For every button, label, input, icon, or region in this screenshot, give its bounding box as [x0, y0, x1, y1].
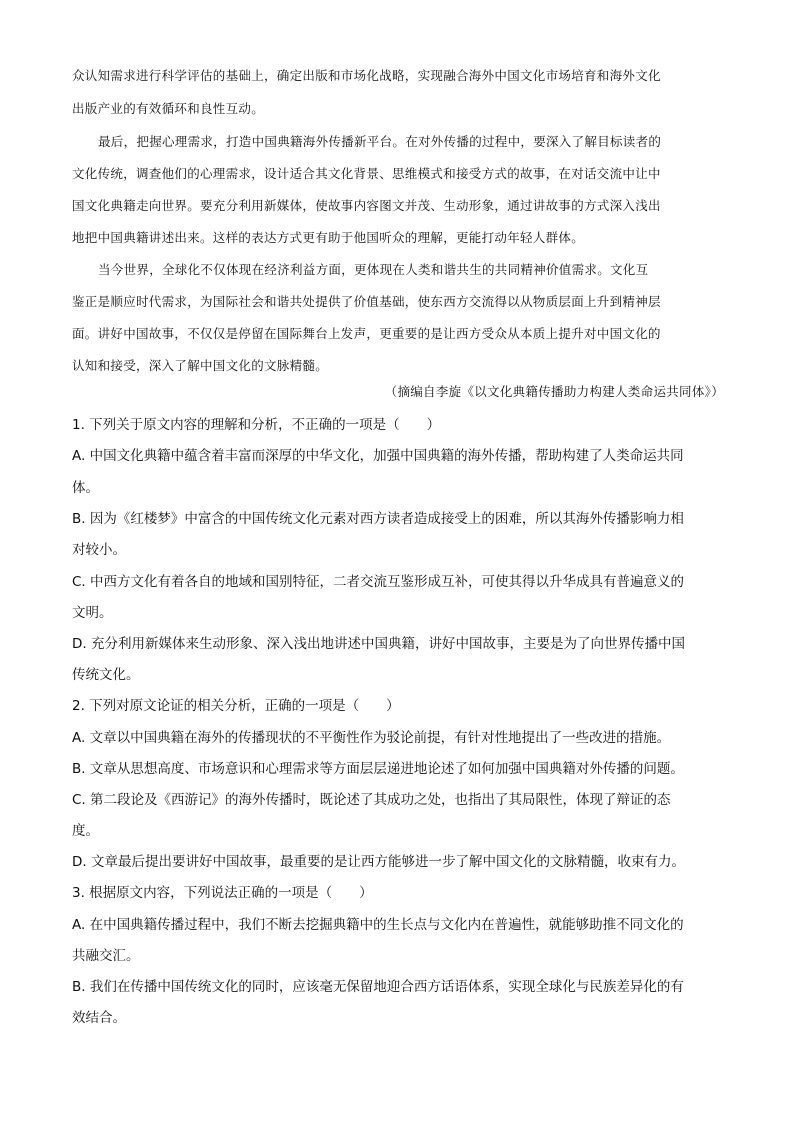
- option-d: D. 文章最后提出要讲好中国故事，最重要的是让西方能够进一步了解中国文化的文脉精髓，收束有力。: [72, 854, 685, 870]
- option-c: C. 第二段论及《西游记》的海外传播时，既论述了其成功之处，也指出了其局限性，体现了辩证的态: [72, 792, 671, 808]
- option-b: B. 文章从思想高度、市场意识和心理需求等方面层层递进地论述了如何加强中国典籍对外传播的问题。: [72, 761, 684, 777]
- option-a: A. 在中国典籍传播过程中，我们不断去挖掘典籍中的生长点与文化内在普遍性，就能够助推不同文化的: [72, 917, 684, 933]
- option-b: B. 我们在传播中国传统文化的同时，应该毫无保留地迎合西方话语体系，实现全球化与民族差异化的有: [72, 979, 684, 995]
- option-c: C. 中西方文化有着各自的地域和国别特征，二者交流互鉴形成互补，可使其得以升华成具有普遍意义的: [72, 574, 685, 590]
- question-stem: 3. 根据原文内容，下列说法正确的一项是（ ）: [72, 885, 373, 901]
- option-a-cont: 共融交汇。: [72, 948, 140, 964]
- option-a: A. 文章以中国典籍在海外的传播现状的不平衡性作为驳论前提，有针对性地提出了一些改进的措施。: [72, 730, 671, 746]
- option-c-cont: 文明。: [72, 605, 113, 621]
- passage-line: 出版产业的有效循环和良性互动。: [72, 101, 265, 116]
- passage-line: 认知和接受，深入了解中国文化的文脉精髓。: [72, 358, 329, 373]
- passage-line: 地把中国典籍讲述出来。这样的表达方式更有助于他国听众的理解，更能打动年轻人群体。: [72, 230, 585, 245]
- passage-line: 最后，把握心理需求，打造中国典籍海外传播新平台。在对外传播的过程中，要深入了解目标读者的: [98, 134, 662, 149]
- passage-line: 鉴正是顺应时代需求，为国际社会和谐共处提供了价值基础，使东西方交流得以从物质层面上升到精神层: [72, 294, 661, 309]
- passage-line: 当今世界，全球化不仅体现在经济利益方面，更体现在人类和谐共生的共同精神价值需求。文化互: [98, 262, 649, 277]
- option-b-cont: 效结合。: [72, 1010, 126, 1026]
- passage-line: 文化传统，调查他们的心理需求，设计适合其文化背景、思维模式和接受方式的故事，在对话交流中让中: [72, 166, 661, 181]
- question-stem: 1. 下列关于原文内容的理解和分析，不正确的一项是（ ）: [72, 417, 441, 433]
- option-b: B. 因为《红楼梦》中富含的中国传统文化元素对西方读者造成接受上的困难，所以其海外传播影响力相: [72, 511, 684, 527]
- option-a: A. 中国文化典籍中蕴含着丰富而深厚的中华文化，加强中国典籍的海外传播，帮助构建了人类命运共同: [72, 448, 684, 464]
- option-d-cont: 传统文化。: [72, 667, 140, 683]
- option-c-cont: 度。: [72, 823, 99, 839]
- passage-line: 国文化典籍走向世界。要充分利用新媒体，使故事内容图文并茂、生动形象，通过讲故事的方式深入浅出: [72, 198, 661, 213]
- option-d: D. 充分利用新媒体来生动形象、深入浅出地讲述中国典籍，讲好中国故事，主要是为了向世界传播中国: [72, 636, 685, 652]
- question-stem: 2. 下列对原文论证的相关分析，正确的一项是（ ）: [72, 698, 400, 714]
- passage-line: 面。讲好中国故事，不仅仅是停留在国际舞台上发声，更重要的是让西方受众从本质上提升对中国文化的: [72, 326, 661, 341]
- option-a-cont: 体。: [72, 480, 99, 496]
- passage-source: （摘编自李旋《以文化典籍传播助力构建人类命运共同体》）: [384, 384, 724, 399]
- passage-line: 众认知需求进行科学评估的基础上，确定出版和市场化战略，实现融合海外中国文化市场培育和海外文化: [72, 68, 661, 83]
- option-b-cont: 对较小。: [72, 542, 126, 558]
